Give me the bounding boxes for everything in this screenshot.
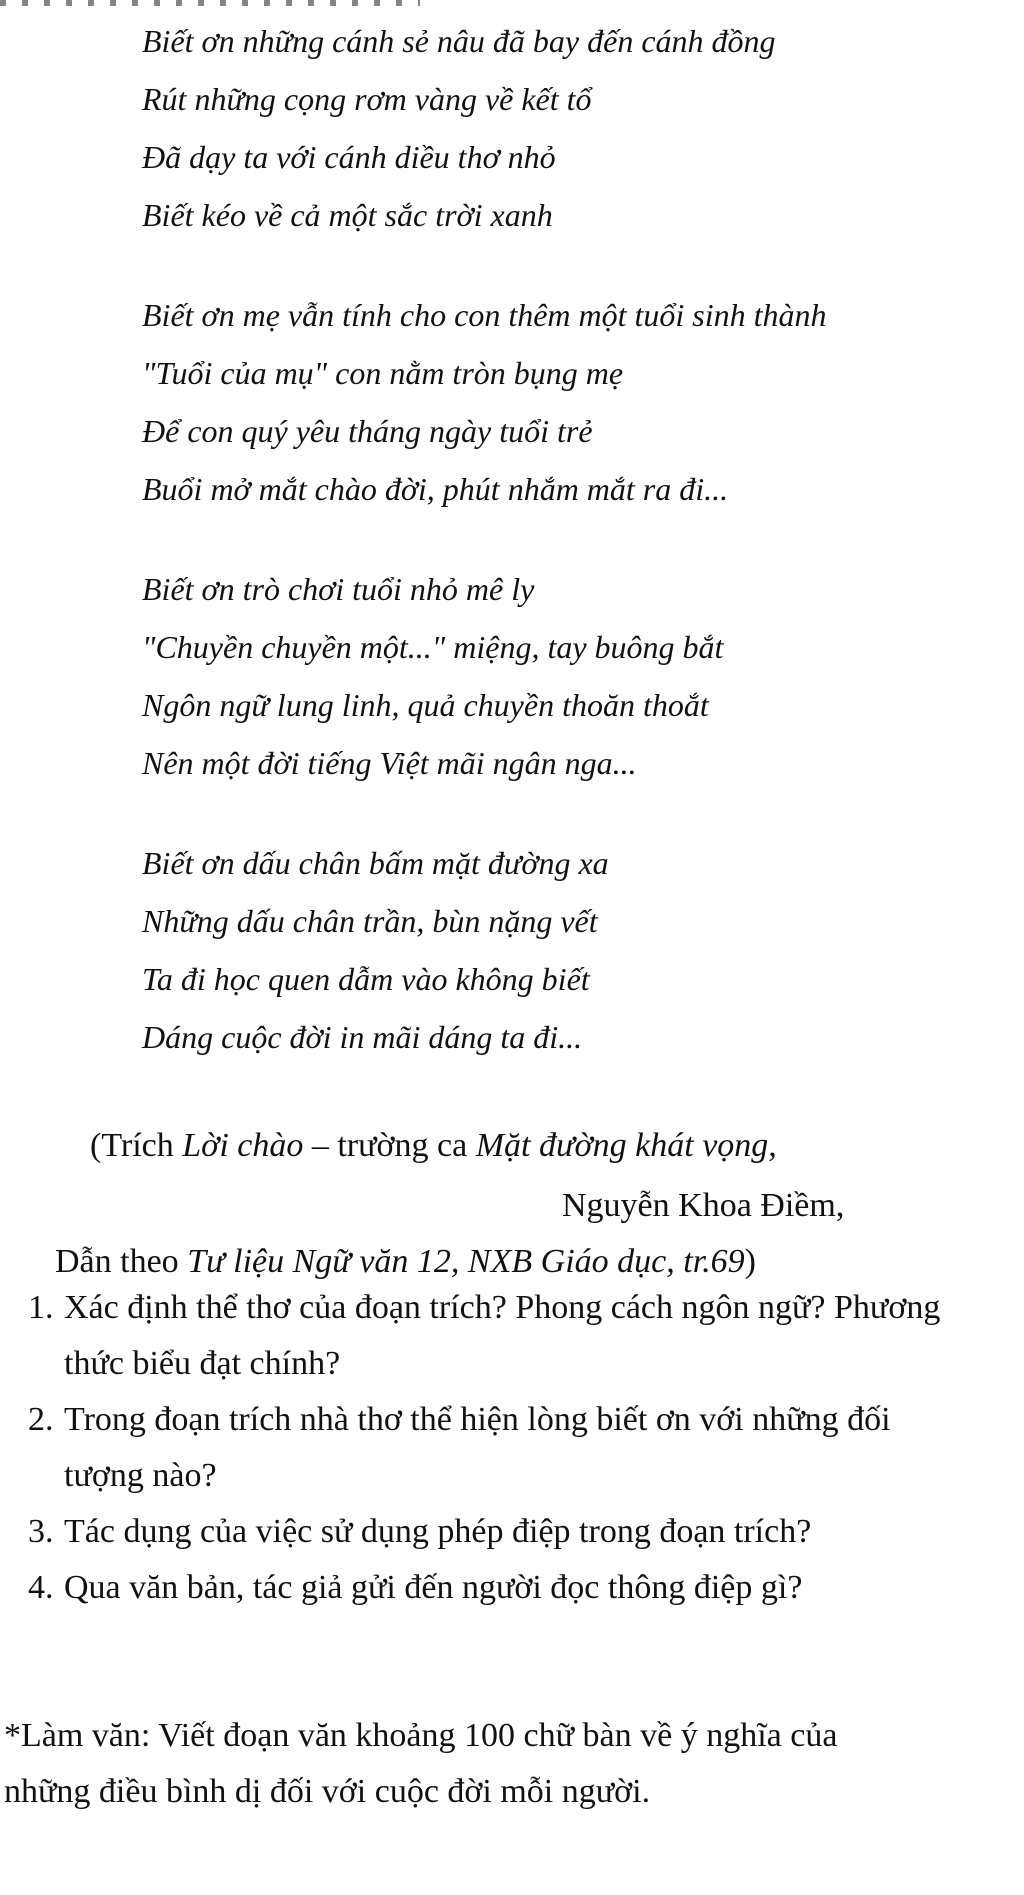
poem-line: "Tuổi của mụ" con nằm tròn bụng mẹ — [142, 355, 624, 391]
question-text: Tác dụng của việc sử dụng phép điệp trong đoạn trích? — [64, 1513, 812, 1550]
poem-line: Rút những cọng rơm vàng về kết tổ — [142, 81, 592, 117]
question-number: 2. — [28, 1401, 54, 1438]
question-text: Xác định thể thơ của đoạn trích? Phong cách ngôn ngữ? Phương thức biểu đạt chính? — [64, 1289, 941, 1382]
poem-stanza-2 — [142, 286, 962, 518]
question-number: 4. — [28, 1569, 54, 1606]
citation-source-title: Tư liệu Ngữ văn 12, NXB Giáo dục, tr.69 — [187, 1243, 745, 1280]
citation-author: Nguyễn Khoa Điềm, — [562, 1187, 845, 1224]
poem-line: Biết ơn trò chơi tuổi nhỏ mê ly — [142, 571, 535, 607]
poem-line: Đã dạy ta với cánh diều thơ nhỏ — [142, 139, 556, 175]
poem-stanza-1 — [142, 12, 962, 244]
question-number: 3. — [28, 1513, 54, 1550]
cropped-text-fragment — [0, 0, 420, 6]
poem-stanza-4 — [142, 834, 962, 1066]
citation-prefix: (Trích — [90, 1127, 183, 1164]
citation-source-prefix: Dẫn theo — [55, 1243, 188, 1280]
essay-prompt: *Làm văn: Viết đoạn văn khoảng 100 chữ bàn về ý nghĩa của những điều bình dị đối với cuộc đời mỗi người. — [4, 1717, 838, 1810]
citation-collection-title: Mặt đường khát vọng, — [475, 1127, 777, 1164]
poem-line: Biết kéo về cả một sắc trời xanh — [142, 197, 553, 233]
poem-line: Để con quý yêu tháng ngày tuổi trẻ — [142, 413, 593, 449]
poem-excerpt — [142, 12, 962, 1066]
poem-line: Biết ơn dấu chân bấm mặt đường xa — [142, 845, 609, 881]
poem-line: "Chuyền chuyền một..." miệng, tay buông bắt — [142, 629, 724, 665]
question-text: Trong đoạn trích nhà thơ thể hiện lòng biết ơn với những đối tượng nào? — [64, 1401, 891, 1494]
poem-line: Nên một đời tiếng Việt mãi ngân nga... — [142, 745, 637, 781]
citation-source-suffix: ) — [744, 1243, 756, 1280]
question-text: Qua văn bản, tác giả gửi đến người đọc thông điệp gì? — [64, 1569, 803, 1606]
poem-line: Biết ơn những cánh sẻ nâu đã bay đến cánh đồng — [142, 23, 776, 59]
question-item — [28, 1504, 968, 1560]
question-number: 1. — [28, 1289, 54, 1326]
question-list — [28, 1280, 968, 1616]
poem-line: Ta đi học quen dẫm vào không biết — [142, 961, 590, 997]
poem-line: Buổi mở mắt chào đời, phút nhắm mắt ra đi... — [142, 471, 729, 507]
citation-middle: – trường ca — [303, 1127, 476, 1164]
question-item — [28, 1280, 968, 1392]
poem-line: Dáng cuộc đời in mãi dáng ta đi... — [142, 1019, 583, 1055]
citation-work-title: Lời chào — [182, 1127, 304, 1164]
question-item — [28, 1560, 968, 1616]
poem-line: Những dấu chân trần, bùn nặng vết — [142, 903, 598, 939]
poem-line: Biết ơn mẹ vẫn tính cho con thêm một tuổi sinh thành — [142, 297, 827, 333]
question-item — [28, 1392, 968, 1504]
citation-line-1 — [90, 1118, 777, 1174]
poem-line: Ngôn ngữ lung linh, quả chuyền thoăn thoắt — [142, 687, 709, 723]
poem-stanza-3 — [142, 560, 962, 792]
